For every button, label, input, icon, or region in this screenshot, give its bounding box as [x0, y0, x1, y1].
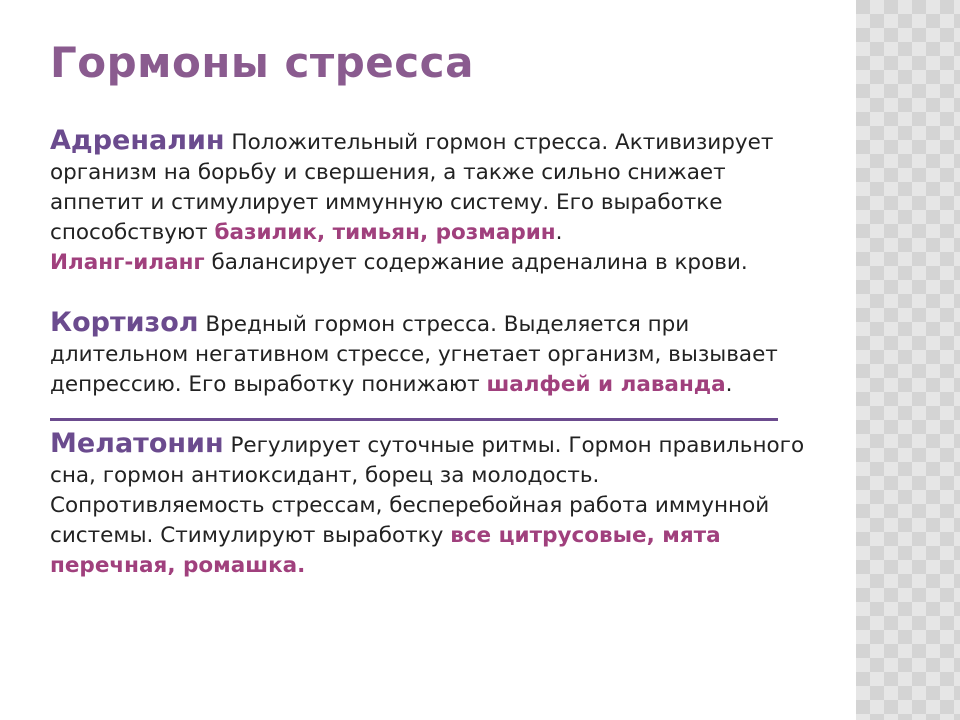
melatonin-paragraph: [50, 429, 820, 581]
adrenaline-paragraph: [50, 126, 820, 278]
adrenaline-herbs: базилик, тимьян, розмарин: [214, 220, 556, 245]
adrenaline-text-2: .: [555, 220, 563, 245]
slide-title: Гормоны стресса: [50, 38, 474, 87]
cortisol-text-2: .: [725, 372, 733, 397]
adrenaline-text-1: Положительный гормон стресса. Активизирует организм на борьбу и свершения, а также сильно снижает аппетит и стимулирует иммунную систему. Его выработке способствуют: [50, 130, 774, 245]
paragraph-gap: [50, 278, 820, 308]
decorative-side-pattern: [856, 0, 960, 720]
cortisol-text-1: Вредный гормон стресса. Выделяется при длительном негативном стрессе, угнетает организм, вызывает депрессию. Его выработку понижают: [50, 312, 778, 397]
slide-body: [50, 126, 820, 581]
melatonin-text-1: Регулирует суточные ритмы. Гормон правильного сна, гормон антиоксидант, борец за молодость. Сопротивляемость стрессам, бесперебойная работа иммунной системы. Стимулируют выработку: [50, 433, 805, 548]
divider-line: [50, 418, 778, 421]
adrenaline-heading: Адреналин: [50, 125, 225, 156]
cortisol-heading: Кортизол: [50, 307, 199, 338]
cortisol-paragraph: [50, 308, 820, 400]
adrenaline-herb-ylang: Иланг-иланг: [50, 250, 205, 275]
cortisol-herbs: шалфей и лаванда: [486, 372, 726, 397]
melatonin-heading: Мелатонин: [50, 428, 224, 459]
adrenaline-text-3: балансирует содержание адреналина в крови.: [204, 250, 748, 275]
melatonin-herbs: все цитрусовые, мята перечная, ромашка.: [50, 523, 721, 578]
